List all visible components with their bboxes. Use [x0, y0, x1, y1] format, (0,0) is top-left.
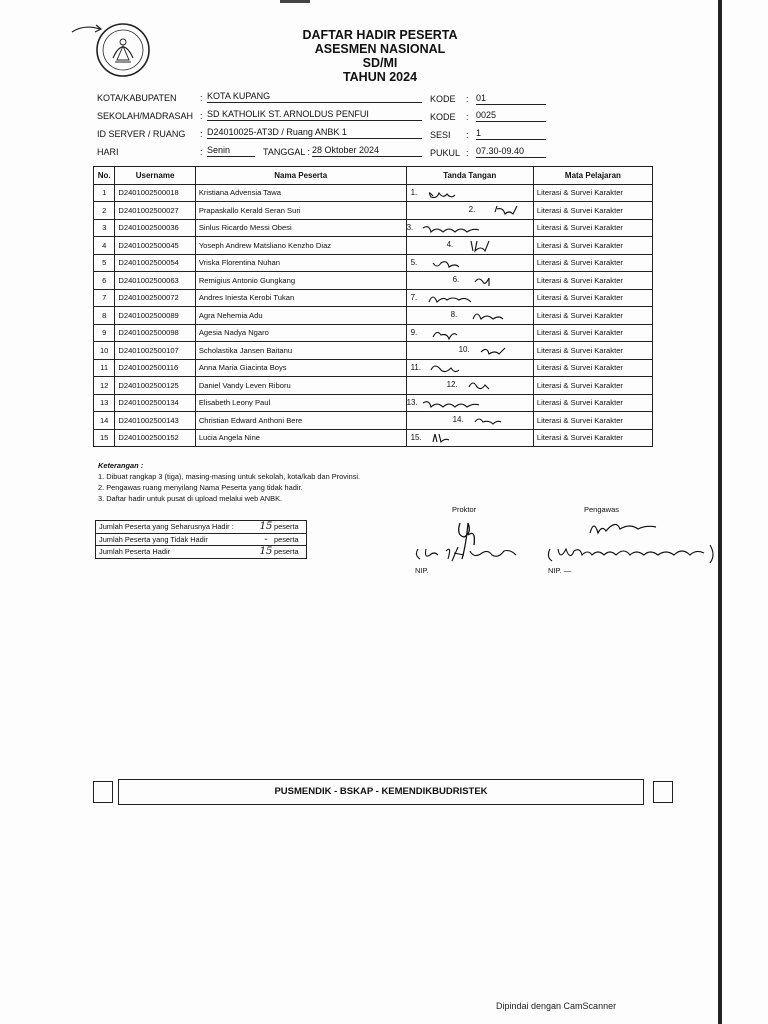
handwritten-signature: [423, 325, 489, 341]
table-row: [94, 429, 653, 447]
signature-cell: [406, 184, 533, 202]
subject-cell: Literasi & Survei Karakter: [533, 377, 652, 395]
signature-cell: [406, 219, 533, 237]
signature-cell: [406, 394, 533, 412]
summary-row: [96, 546, 306, 558]
table-row: [94, 412, 653, 430]
kota-value: KOTA KUPANG: [207, 91, 422, 103]
signature-number: 2.: [468, 205, 476, 214]
handwritten-signature: [423, 290, 489, 306]
username-cell: D2401002500027: [115, 202, 195, 220]
table-row: [94, 202, 653, 220]
subject-cell: Literasi & Survei Karakter: [533, 272, 652, 290]
row-number: 14: [94, 412, 115, 430]
row-number: 5: [94, 254, 115, 272]
participant-name-cell: Agesia Nadya Ngaro: [195, 324, 406, 342]
subject-cell: Literasi & Survei Karakter: [533, 359, 652, 377]
signature-number: 6.: [452, 275, 460, 284]
row-number: 1: [94, 184, 115, 202]
kode-sekolah-value: 0025: [476, 110, 546, 122]
row-number: 8: [94, 307, 115, 325]
participant-name-cell: Anna Maria Giacinta Boys: [195, 359, 406, 377]
scanner-watermark: Dipindai dengan CamScanner: [496, 1001, 617, 1011]
notes-title: Keterangan :: [98, 461, 144, 470]
subject-cell: Literasi & Survei Karakter: [533, 324, 652, 342]
username-cell: D2401002500125: [115, 377, 195, 395]
col-name-header: Nama Peserta: [195, 167, 406, 185]
username-cell: D2401002500045: [115, 237, 195, 255]
scan-mark: [280, 0, 310, 3]
table-body: [94, 184, 653, 447]
participant-name-cell: Scholastika Jansen Baitanu: [195, 342, 406, 360]
sekolah-label: SEKOLAH/MADRASAH: [97, 111, 194, 121]
signature-number: 1.: [410, 187, 418, 197]
footer-corner-box-left: [93, 781, 113, 803]
participant-name-cell: Yoseph Andrew Matsliano Kenzho Diaz: [195, 237, 406, 255]
handwritten-signature: [463, 307, 529, 323]
col-no-header: No.: [94, 167, 115, 185]
username-cell: D2401002500054: [115, 254, 195, 272]
subject-cell: Literasi & Survei Karakter: [533, 219, 652, 237]
signature-cell: [406, 237, 533, 255]
signature-number: 8.: [450, 310, 458, 319]
col-signature-header: Tanda Tangan: [406, 167, 533, 185]
subject-cell: Literasi & Survei Karakter: [533, 412, 652, 430]
summary-unit: peserta: [274, 547, 299, 556]
pukul-value: 07.30-09.40: [476, 146, 546, 158]
signature-number: 10.: [458, 345, 470, 354]
colon: :: [200, 93, 203, 103]
tanggal-label: TANGGAL :: [263, 147, 311, 157]
colon: :: [466, 148, 469, 158]
row-number: 6: [94, 272, 115, 290]
proktor-signature: [412, 515, 524, 567]
table-row: [94, 237, 653, 255]
participant-name-cell: Prapaskallo Kerald Seran Suri: [195, 202, 406, 220]
kota-label: KOTA/KABUPATEN: [97, 93, 177, 103]
document-title: [300, 28, 460, 84]
summary-value: -: [264, 533, 268, 545]
signature-number: 3.: [406, 222, 414, 232]
signature-number: 9.: [410, 327, 418, 337]
pengawas-label: Pengawas: [584, 505, 620, 514]
sesi-label: SESI: [430, 130, 451, 140]
server-value: D24010025-AT3D / Ruang ANBK 1: [207, 127, 422, 139]
signature-cell: [406, 202, 533, 220]
row-number: 13: [94, 394, 115, 412]
username-cell: D2401002500116: [115, 359, 195, 377]
summary-unit: peserta: [274, 522, 299, 531]
colon: :: [200, 147, 203, 157]
signature-number: 12.: [446, 380, 458, 389]
username-cell: D2401002500143: [115, 412, 195, 430]
participant-name-cell: Daniel Vandy Leven Riboru: [195, 377, 406, 395]
signature-cell: [406, 272, 533, 290]
subject-cell: Literasi & Survei Karakter: [533, 237, 652, 255]
summary-row: [96, 521, 306, 534]
handwritten-signature: [419, 220, 485, 236]
username-cell: D2401002500072: [115, 289, 195, 307]
attendance-table: [93, 166, 653, 447]
handwritten-signature: [423, 255, 489, 271]
signature-cell: [406, 307, 533, 325]
kode-label: KODE: [430, 94, 456, 104]
col-subject-header: Mata Pelajaran: [533, 167, 652, 185]
participant-name-cell: Andres Iniesta Kerobi Tukan: [195, 289, 406, 307]
subject-cell: Literasi & Survei Karakter: [533, 254, 652, 272]
attendance-summary: [95, 520, 307, 559]
table-row: [94, 219, 653, 237]
table-row: [94, 342, 653, 360]
colon: :: [200, 111, 203, 121]
sesi-value: 1: [476, 128, 546, 140]
table-row: [94, 307, 653, 325]
participant-name-cell: Vriska Florentina Nuhan: [195, 254, 406, 272]
signature-cell: [406, 359, 533, 377]
signature-number: 4.: [446, 240, 454, 249]
handwritten-signature: [465, 272, 531, 288]
signature-number: 15.: [410, 432, 422, 442]
kode-label: KODE: [430, 112, 456, 122]
summary-label: Jumlah Peserta yang Tidak Hadir: [99, 534, 208, 544]
footer-banner: PUSMENDIK - BSKAP - KEMENDIKBUDRISTEK: [118, 779, 644, 805]
table-row: [94, 289, 653, 307]
subject-cell: Literasi & Survei Karakter: [533, 184, 652, 202]
title-line-3: TAHUN 2024: [342, 70, 418, 84]
username-cell: D2401002500107: [115, 342, 195, 360]
page-edge: [718, 0, 722, 1024]
signature-cell: [406, 342, 533, 360]
signature-cell: [406, 324, 533, 342]
table-row: [94, 377, 653, 395]
footer-corner-box-right: [653, 781, 673, 803]
table-header-row: [94, 167, 653, 185]
handwritten-signature: [423, 430, 489, 446]
note-item: 2. Pengawas ruang menyilang Nama Peserta yang tidak hadir.: [98, 483, 303, 492]
colon: :: [200, 129, 203, 139]
handwritten-signature: [459, 237, 525, 253]
server-label: ID SERVER / RUANG: [97, 129, 186, 139]
signature-cell: [406, 429, 533, 447]
pengawas-nip: NIP. —: [548, 566, 572, 575]
username-cell: D2401002500098: [115, 324, 195, 342]
table-row: [94, 184, 653, 202]
summary-label: Jumlah Peserta Hadir: [99, 547, 171, 556]
hari-label: HARI: [97, 147, 119, 157]
note-item: 3. Daftar hadir untuk pusat di upload melalui web ANBK.: [98, 494, 283, 503]
colon: :: [466, 94, 469, 104]
handwritten-signature: [459, 377, 525, 393]
handwritten-signature: [423, 185, 489, 201]
tut-wuri-handayani-logo-icon: [95, 22, 151, 78]
signature-number: 13.: [406, 397, 418, 407]
title-line-2: ASESMEN NASIONAL SD/MI: [314, 42, 446, 70]
row-number: 4: [94, 237, 115, 255]
subject-cell: Literasi & Survei Karakter: [533, 202, 652, 220]
summary-label: Jumlah Peserta yang Seharusnya Hadir :: [99, 522, 234, 531]
table-row: [94, 394, 653, 412]
username-cell: D2401002500036: [115, 219, 195, 237]
subject-cell: Literasi & Survei Karakter: [533, 342, 652, 360]
subject-cell: Literasi & Survei Karakter: [533, 307, 652, 325]
colon: :: [466, 130, 469, 140]
username-cell: D2401002500134: [115, 394, 195, 412]
signature-number: 11.: [410, 362, 422, 372]
row-number: 11: [94, 359, 115, 377]
table-row: [94, 272, 653, 290]
signature-number: 14.: [452, 415, 464, 424]
handwritten-signature: [423, 360, 489, 376]
signature-cell: [406, 377, 533, 395]
hari-value: Senin: [207, 145, 255, 157]
handwritten-signature: [471, 342, 537, 358]
proktor-label: Proktor: [452, 505, 477, 514]
notes: [98, 460, 360, 504]
tanggal-value: 28 Oktober 2024: [312, 145, 422, 157]
participant-name-cell: Lucia Angela Nine: [195, 429, 406, 447]
note-item: 1. Dibuat rangkap 3 (tiga), masing-masing untuk sekolah, kota/kab dan Provinsi.: [98, 472, 361, 481]
subject-cell: Literasi & Survei Karakter: [533, 289, 652, 307]
summary-value: 15: [259, 521, 273, 532]
row-number: 2: [94, 202, 115, 220]
signature-cell: [406, 412, 533, 430]
pukul-label: PUKUL: [430, 148, 461, 158]
row-number: 15: [94, 429, 115, 447]
handwritten-signature: [465, 412, 531, 428]
sekolah-value: SD KATHOLIK ST. ARNOLDUS PENFUI: [207, 109, 422, 121]
participant-name-cell: Agra Nehemia Adu: [195, 307, 406, 325]
participant-name-cell: Sinlus Ricardo Messi Obesi: [195, 219, 406, 237]
handwritten-signature: [481, 202, 547, 218]
signature-cell: [406, 289, 533, 307]
subject-cell: Literasi & Survei Karakter: [533, 394, 652, 412]
summary-unit: peserta: [274, 534, 299, 544]
username-cell: D2401002500018: [115, 184, 195, 202]
username-cell: D2401002500063: [115, 272, 195, 290]
username-cell: D2401002500152: [115, 429, 195, 447]
kode-value: 01: [476, 93, 546, 105]
table-row: [94, 359, 653, 377]
subject-cell: Literasi & Survei Karakter: [533, 429, 652, 447]
summary-row: [96, 534, 306, 547]
signature-cell: [406, 254, 533, 272]
table-row: [94, 254, 653, 272]
summary-value: 15: [259, 546, 273, 557]
row-number: 7: [94, 289, 115, 307]
proktor-nip: NIP.: [415, 566, 429, 575]
title-line-1: DAFTAR HADIR PESERTA: [302, 28, 458, 42]
handwritten-signature: [419, 395, 485, 411]
row-number: 12: [94, 377, 115, 395]
row-number: 10: [94, 342, 115, 360]
signature-number: 5.: [410, 257, 418, 267]
participant-name-cell: Kristiana Advensia Tawa: [195, 184, 406, 202]
table-row: [94, 324, 653, 342]
pengawas-signature: [546, 515, 724, 567]
row-number: 3: [94, 219, 115, 237]
username-cell: D2401002500089: [115, 307, 195, 325]
participant-name-cell: Elisabeth Leony Paul: [195, 394, 406, 412]
participant-name-cell: Remigius Antonio Gungkang: [195, 272, 406, 290]
row-number: 9: [94, 324, 115, 342]
col-username-header: Username: [115, 167, 195, 185]
signature-number: 7.: [410, 292, 418, 302]
colon: :: [466, 112, 469, 122]
participant-name-cell: Christian Edward Anthoni Bere: [195, 412, 406, 430]
